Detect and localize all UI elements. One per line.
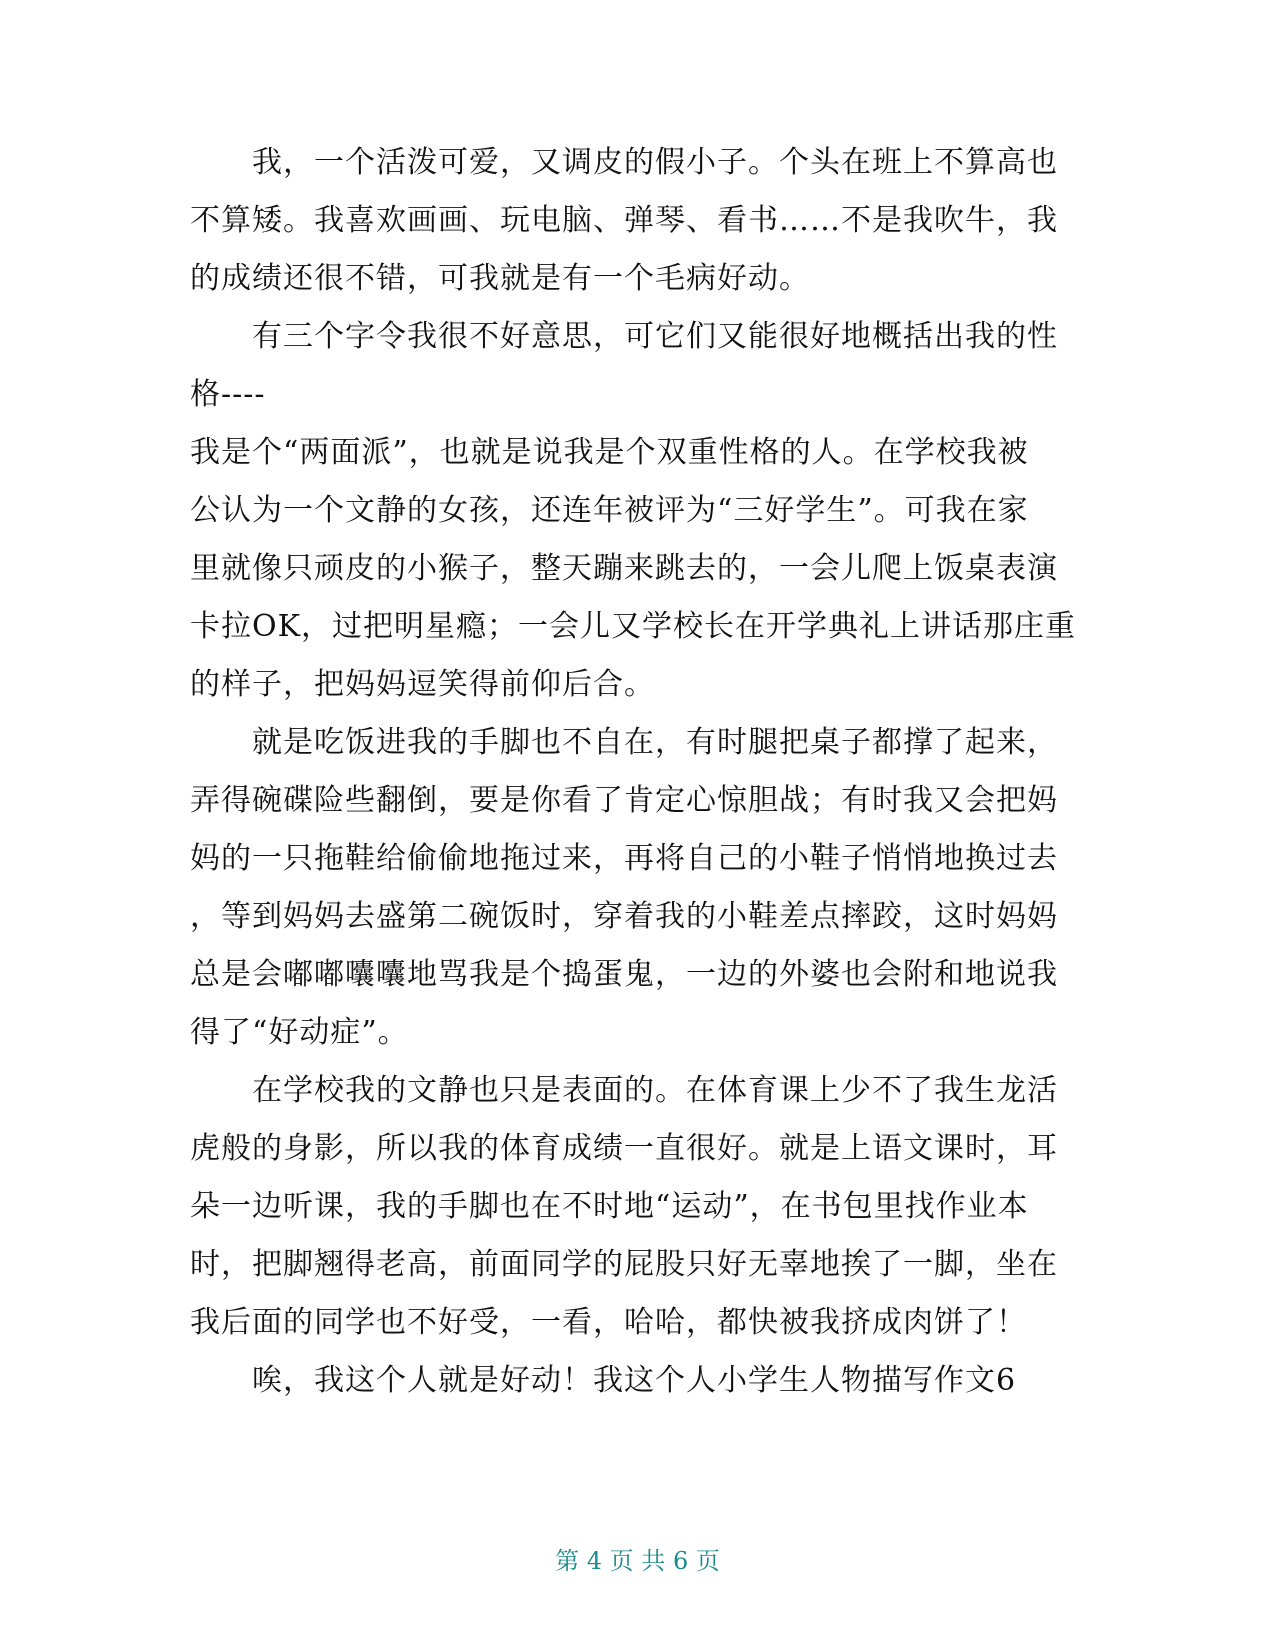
text-line: 里就像只顽皮的小猴子，整天蹦来跳去的，一会儿爬上饭桌表演 <box>190 551 1058 586</box>
text-line: 卡拉OK，过把明星瘾；一会儿又学校长在开学典礼上讲话那庄重 <box>190 609 1077 644</box>
text-line: 公认为一个文静的女孩，还连年被评为“三好学生”。可我在家 <box>190 493 1029 528</box>
text-line: 在学校我的文静也只是表面的。在体育课上少不了我生龙活 <box>190 1073 1058 1108</box>
text-line: 我，一个活泼可爱，又调皮的假小子。个头在班上不算高也 <box>190 145 1058 180</box>
text-line: 有三个字令我很不好意思，可它们又能很好地概括出我的性 <box>190 319 1058 354</box>
text-line: 朵一边听课，我的手脚也在不时地“运动”，在书包里找作业本 <box>190 1189 1029 1224</box>
text-line: 得了“好动症”。 <box>190 1015 409 1050</box>
text-line: 就是吃饭进我的手脚也不自在，有时腿把桌子都撑了起来， <box>190 725 1058 760</box>
text-line: 虎般的身影，所以我的体育成绩一直很好。就是上语文课时，耳 <box>190 1131 1058 1166</box>
text-line: ，等到妈妈去盛第二碗饭时，穿着我的小鞋差点摔跤，这时妈妈 <box>190 899 1058 934</box>
text-line: 唉，我这个人就是好动！我这个人小学生人物描写作文6 <box>190 1363 1017 1398</box>
text-line: 格---- <box>190 377 266 412</box>
text-line: 弄得碗碟险些翻倒，要是你看了肯定心惊胆战；有时我又会把妈 <box>190 783 1058 818</box>
text-line: 时，把脚翘得老高，前面同学的屁股只好无辜地挨了一脚，坐在 <box>190 1247 1058 1282</box>
text-line: 我是个“两面派”，也就是说我是个双重性格的人。在学校我被 <box>190 435 1029 470</box>
text-line: 的成绩还很不错，可我就是有一个毛病好动。 <box>190 261 810 296</box>
text-line: 的样子，把妈妈逗笑得前仰后合。 <box>190 667 655 702</box>
text-line: 我后面的同学也不好受，一看，哈哈，都快被我挤成肉饼了！ <box>190 1305 1027 1340</box>
text-line: 妈的一只拖鞋给偷偷地拖过来，再将自己的小鞋子悄悄地换过去 <box>190 841 1058 876</box>
page-number-footer: 第 4 页 共 6 页 <box>555 1547 720 1575</box>
text-line: 总是会嘟嘟囔囔地骂我是个捣蛋鬼，一边的外婆也会附和地说我 <box>190 957 1058 992</box>
text-line: 不算矮。我喜欢画画、玩电脑、弹琴、看书……不是我吹牛，我 <box>190 203 1058 238</box>
